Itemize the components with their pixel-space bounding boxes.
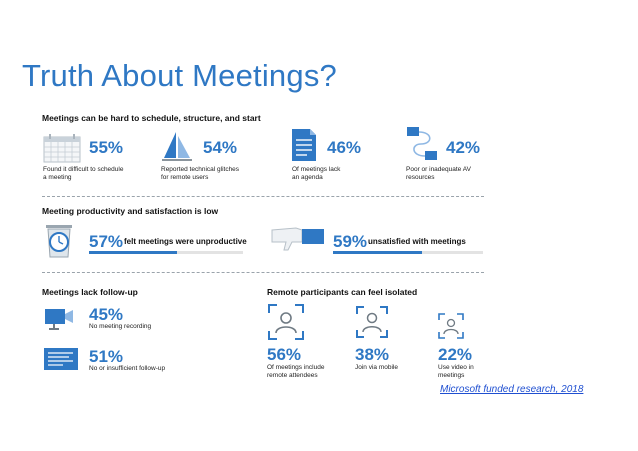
source-link[interactable]: Microsoft funded research, 2018: [440, 384, 584, 395]
page-title: Truth About Meetings?: [22, 58, 337, 93]
clock-trash-icon: [43, 222, 75, 258]
calendar-icon: [43, 133, 81, 163]
stat-value-no-agenda: 46%: [327, 138, 362, 157]
video-camera-icon: [43, 305, 75, 331]
stat-caption-av-resources: Poor or inadequate AV resources: [406, 166, 471, 181]
document-icon: [291, 128, 317, 162]
progress-bar-unproductive: [89, 251, 243, 254]
sailboat-icon: [160, 130, 194, 164]
stat-caption-schedule-difficulty: Found it difficult to schedule a meeting: [43, 166, 124, 181]
person-frame-icon: [355, 305, 389, 339]
stat-label-unsatisfied: unsatisfied with meetings: [368, 237, 466, 246]
section-divider: [42, 272, 484, 273]
stat-label-unproductive: felt meetings were unproductive: [124, 237, 247, 246]
stat-caption-no-recording: No meeting recording: [89, 323, 152, 330]
section-heading-followup: Meetings lack follow-up: [42, 287, 138, 297]
section-heading-schedule: Meetings can be hard to schedule, structure, and start: [42, 113, 261, 123]
stat-caption-no-agenda: Of meetings lack an agenda: [292, 166, 341, 181]
section-heading-remote: Remote participants can feel isolated: [267, 287, 418, 297]
stat-value-schedule-difficulty: 55%: [89, 138, 124, 157]
stat-caption-remote-attendees: Of meetings include remote attendees: [267, 364, 325, 379]
section-heading-productivity: Meeting productivity and satisfaction is low: [42, 206, 219, 216]
stat-value-join-mobile: 38%: [355, 345, 390, 364]
person-frame-icon: [267, 303, 305, 341]
stat-value-unsatisfied: 59%: [333, 232, 368, 251]
email-icon: [43, 347, 79, 371]
stat-caption-join-mobile: Join via mobile: [355, 364, 398, 371]
stat-value-video-use: 22%: [438, 345, 473, 364]
stat-caption-technical-glitches: Reported technical glitches for remote users: [161, 166, 240, 181]
connected-devices-icon: [405, 126, 439, 162]
stat-caption-no-followup: No or insufficient follow-up: [89, 365, 166, 372]
stat-value-av-resources: 42%: [446, 138, 481, 157]
thumbs-down-icon: [270, 226, 326, 252]
stat-value-no-followup: 51%: [89, 347, 124, 366]
stat-value-unproductive: 57%: [89, 232, 124, 251]
person-frame-icon: [438, 313, 464, 339]
stat-value-technical-glitches: 54%: [203, 138, 238, 157]
stat-caption-video-use: Use video in meetings: [438, 364, 474, 379]
stat-value-no-recording: 45%: [89, 305, 124, 324]
progress-bar-unsatisfied: [333, 251, 483, 254]
progress-fill-unsatisfied: [333, 251, 422, 254]
stat-value-remote-attendees: 56%: [267, 345, 302, 364]
progress-fill-unproductive: [89, 251, 177, 254]
section-divider: [42, 196, 484, 197]
